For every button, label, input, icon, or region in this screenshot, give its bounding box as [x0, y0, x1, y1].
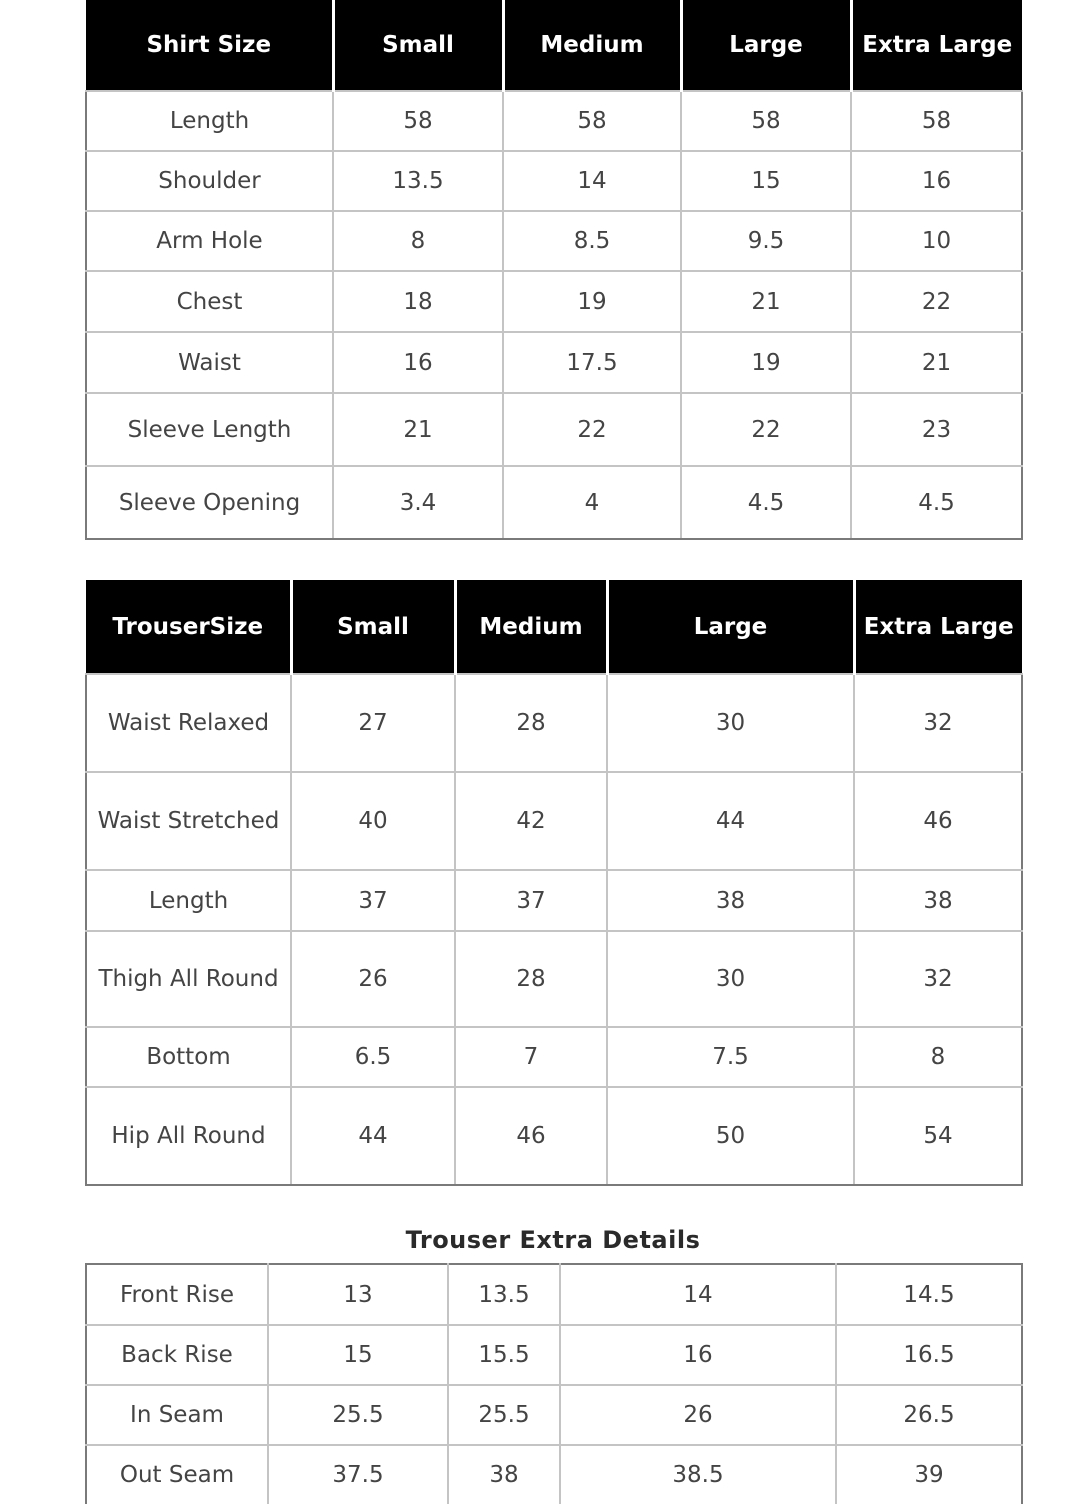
table-cell: 37.5: [268, 1445, 448, 1504]
table-cell: 39: [836, 1445, 1022, 1504]
table-cell: 30: [607, 674, 854, 772]
row-label: Back Rise: [86, 1325, 268, 1385]
table-cell: 13.5: [333, 151, 503, 211]
table-cell: 22: [681, 393, 851, 466]
table-cell: 30: [607, 931, 854, 1027]
table-row: [86, 1027, 1022, 1087]
table-cell: 27: [291, 674, 455, 772]
trouser-header-medium: Medium: [455, 580, 607, 674]
table-cell: 16.5: [836, 1325, 1022, 1385]
trouser-header-small: Small: [291, 580, 455, 674]
table-cell: 16: [851, 151, 1022, 211]
table-cell: 38: [607, 870, 854, 931]
table-cell: 54: [854, 1087, 1022, 1185]
table-cell: 16: [333, 332, 503, 393]
table-cell: 7: [455, 1027, 607, 1087]
shirt-header-large: Large: [681, 0, 851, 91]
table-cell: 10: [851, 211, 1022, 271]
table-cell: 4.5: [851, 466, 1022, 539]
table-row: [86, 772, 1022, 870]
trouser-header-size: TrouserSize: [86, 580, 291, 674]
table-cell: 37: [291, 870, 455, 931]
table-cell: 58: [333, 91, 503, 151]
shirt-header-small: Small: [333, 0, 503, 91]
table-row: [86, 332, 1022, 393]
table-cell: 28: [455, 674, 607, 772]
table-cell: 23: [851, 393, 1022, 466]
table-cell: 38: [854, 870, 1022, 931]
row-label: Waist: [86, 332, 333, 393]
table-cell: 46: [854, 772, 1022, 870]
table-cell: 38.5: [560, 1445, 836, 1504]
row-label: Front Rise: [86, 1264, 268, 1325]
table-cell: 8.5: [503, 211, 681, 271]
table-cell: 26: [560, 1385, 836, 1445]
row-label: Waist Stretched: [86, 772, 291, 870]
table-row: [86, 271, 1022, 332]
table-cell: 16: [560, 1325, 836, 1385]
table-cell: 25.5: [448, 1385, 560, 1445]
table-cell: 58: [681, 91, 851, 151]
table-row: [86, 1087, 1022, 1185]
table-row: [86, 151, 1022, 211]
table-cell: 40: [291, 772, 455, 870]
table-row: [86, 393, 1022, 466]
table-cell: 4.5: [681, 466, 851, 539]
table-row: [86, 674, 1022, 772]
table-row: [86, 870, 1022, 931]
table-cell: 17.5: [503, 332, 681, 393]
table-cell: 14: [503, 151, 681, 211]
table-row: [86, 931, 1022, 1027]
table-cell: 19: [681, 332, 851, 393]
table-row: [86, 1325, 1022, 1385]
trouser-header-extra-large: Extra Large: [854, 580, 1022, 674]
table-row: [86, 1445, 1022, 1504]
row-label: Thigh All Round: [86, 931, 291, 1027]
table-row: [86, 1385, 1022, 1445]
table-row: [86, 466, 1022, 539]
row-label: Bottom: [86, 1027, 291, 1087]
table-cell: 58: [503, 91, 681, 151]
shirt-header-size: Shirt Size: [86, 0, 333, 91]
table-cell: 14.5: [836, 1264, 1022, 1325]
table-cell: 26.5: [836, 1385, 1022, 1445]
table-cell: 32: [854, 674, 1022, 772]
table-cell: 15.5: [448, 1325, 560, 1385]
table-cell: 58: [851, 91, 1022, 151]
row-label: Arm Hole: [86, 211, 333, 271]
table-cell: 25.5: [268, 1385, 448, 1445]
table-cell: 15: [268, 1325, 448, 1385]
table-cell: 26: [291, 931, 455, 1027]
table-cell: 6.5: [291, 1027, 455, 1087]
table-cell: 50: [607, 1087, 854, 1185]
table-cell: 7.5: [607, 1027, 854, 1087]
table-cell: 21: [333, 393, 503, 466]
shirt-header-medium: Medium: [503, 0, 681, 91]
table-cell: 18: [333, 271, 503, 332]
row-label: Waist Relaxed: [86, 674, 291, 772]
shirt-header-extra-large: Extra Large: [851, 0, 1022, 91]
trouser-size-table: [85, 580, 1023, 1186]
table-cell: 21: [851, 332, 1022, 393]
table-cell: 32: [854, 931, 1022, 1027]
table-row: [86, 1264, 1022, 1325]
shirt-header-row: [86, 0, 1022, 91]
table-cell: 3.4: [333, 466, 503, 539]
table-cell: 21: [681, 271, 851, 332]
row-label: Length: [86, 91, 333, 151]
table-cell: 8: [333, 211, 503, 271]
trouser-header-row: [86, 580, 1022, 674]
table-cell: 42: [455, 772, 607, 870]
table-cell: 44: [291, 1087, 455, 1185]
row-label: Sleeve Opening: [86, 466, 333, 539]
row-label: Shoulder: [86, 151, 333, 211]
table-cell: 8: [854, 1027, 1022, 1087]
row-label: Length: [86, 870, 291, 931]
row-label: In Seam: [86, 1385, 268, 1445]
table-cell: 44: [607, 772, 854, 870]
table-cell: 46: [455, 1087, 607, 1185]
table-cell: 4: [503, 466, 681, 539]
table-cell: 37: [455, 870, 607, 931]
table-cell: 9.5: [681, 211, 851, 271]
table-cell: 22: [503, 393, 681, 466]
row-label: Hip All Round: [86, 1087, 291, 1185]
table-cell: 13.5: [448, 1264, 560, 1325]
table-cell: 38: [448, 1445, 560, 1504]
trouser-header-large: Large: [607, 580, 854, 674]
trouser-extra-details-table: [85, 1263, 1023, 1504]
row-label: Chest: [86, 271, 333, 332]
row-label: Out Seam: [86, 1445, 268, 1504]
table-cell: 28: [455, 931, 607, 1027]
table-row: [86, 91, 1022, 151]
row-label: Sleeve Length: [86, 393, 333, 466]
table-row: [86, 211, 1022, 271]
table-cell: 22: [851, 271, 1022, 332]
shirt-size-table: [85, 0, 1023, 540]
extra-details-title: Trouser Extra Details: [405, 1226, 701, 1254]
table-cell: 14: [560, 1264, 836, 1325]
table-cell: 15: [681, 151, 851, 211]
table-cell: 13: [268, 1264, 448, 1325]
table-cell: 19: [503, 271, 681, 332]
